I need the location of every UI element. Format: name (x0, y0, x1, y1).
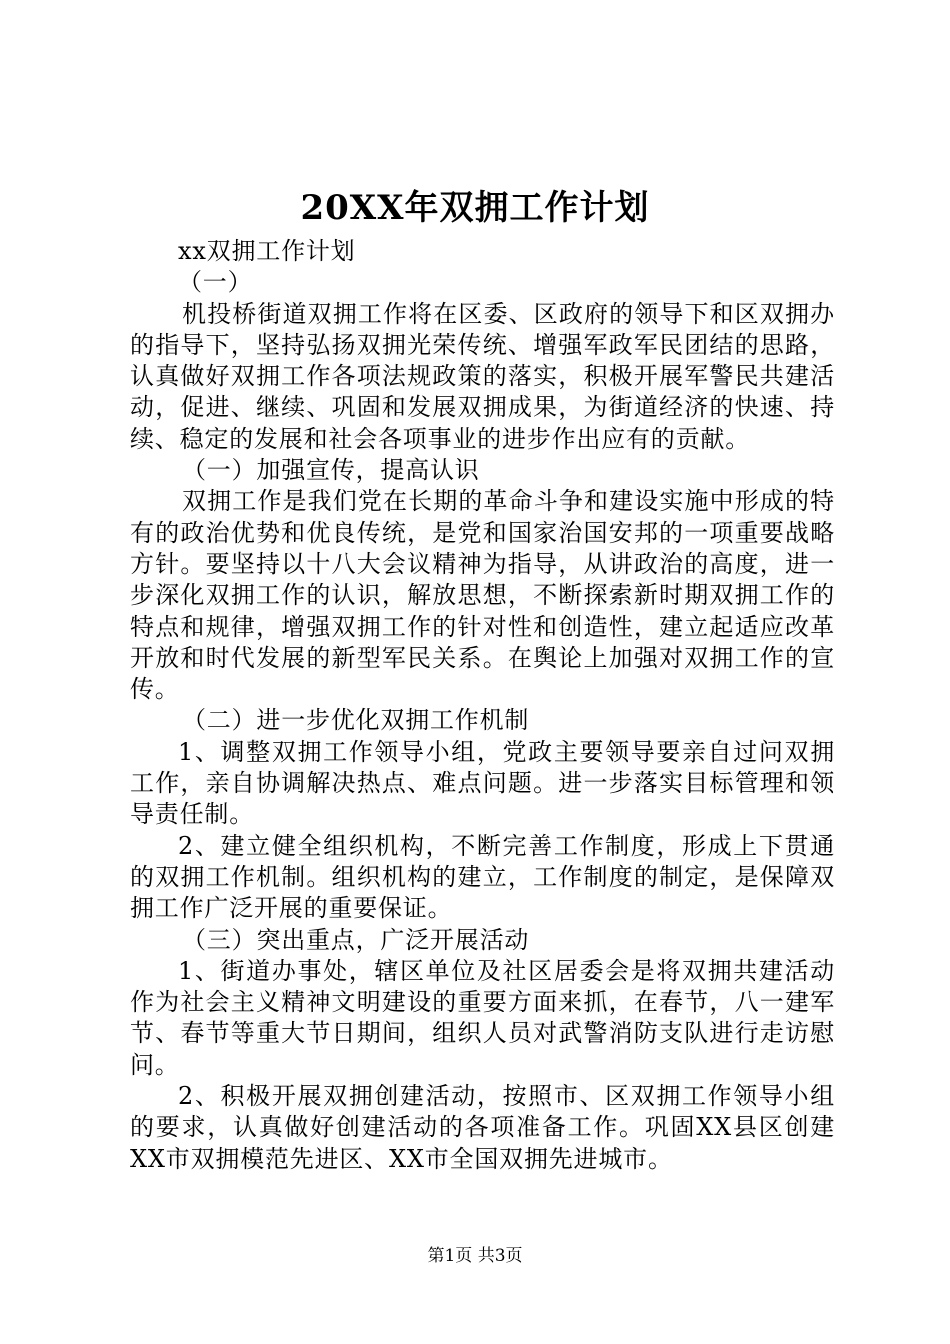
intro-paragraph: 机投桥街道双拥工作将在区委、区政府的领导下和区双拥办的指导下，坚持弘扬双拥光荣传统、增强军政军民团结的思路，认真做好双拥工作各项法规政策的落实，积极开展军警民共建活动，促进、继续、巩固和发展双拥成果，为街道经济的快速、持续、稳定的发展和社会各项事业的进步作出应有的贡献。 (130, 299, 835, 453)
document-title: 20XX年双拥工作计划 (300, 188, 650, 228)
body-paragraph: 双拥工作是我们党在长期的革命斗争和建设实施中形成的特有的政治优势和优良传统，是党和国家治国安邦的一项重要战略方针。要坚持以十八大会议精神为指导，从讲政治的高度，进一步深化双拥工作的认识，解放思想，不断探索新时期双拥工作的特点和规律，增强双拥工作的针对性和创造性，建立起适应改革开放和时代发展的新型军民关系。在舆论上加强对双拥工作的宣传。 (130, 487, 835, 704)
list-item: 1、调整双拥工作领导小组，党政主要领导要亲自过问双拥工作，亲自协调解决热点、难点问题。进一步落实目标管理和领导责任制。 (130, 737, 835, 829)
list-item: 1、街道办事处，辖区单位及社区居委会是将双拥共建活动作为社会主义精神文明建设的重要方面来抓，在春节，八一建军节、春节等重大节日期间，组织人员对武警消防支队进行走访慰问。 (130, 956, 835, 1079)
subtitle-paragraph: xx双拥工作计划 (178, 237, 356, 265)
list-item: 2、建立健全组织机构，不断完善工作制度，形成上下贯通的双拥工作机制。组织机构的建立，工作制度的制定，是保障双拥工作广泛开展的重要保证。 (130, 831, 835, 923)
section-marker: （一） (178, 268, 253, 297)
section-heading: （三）突出重点，广泛开展活动 (182, 925, 530, 954)
document-body (130, 236, 835, 1175)
list-item: 2、积极开展双拥创建活动，按照市、区双拥工作领导小组的要求，认真做好创建活动的各项准备工作。巩固XX县区创建XX市双拥模范先进区、XX市全国双拥先进城市。 (130, 1082, 835, 1173)
page-footer: 第1页 共3页 (427, 1246, 523, 1266)
section-heading: （二）进一步优化双拥工作机制 (182, 706, 530, 735)
section-heading: （一）加强宣传，提高认识 (182, 456, 480, 485)
